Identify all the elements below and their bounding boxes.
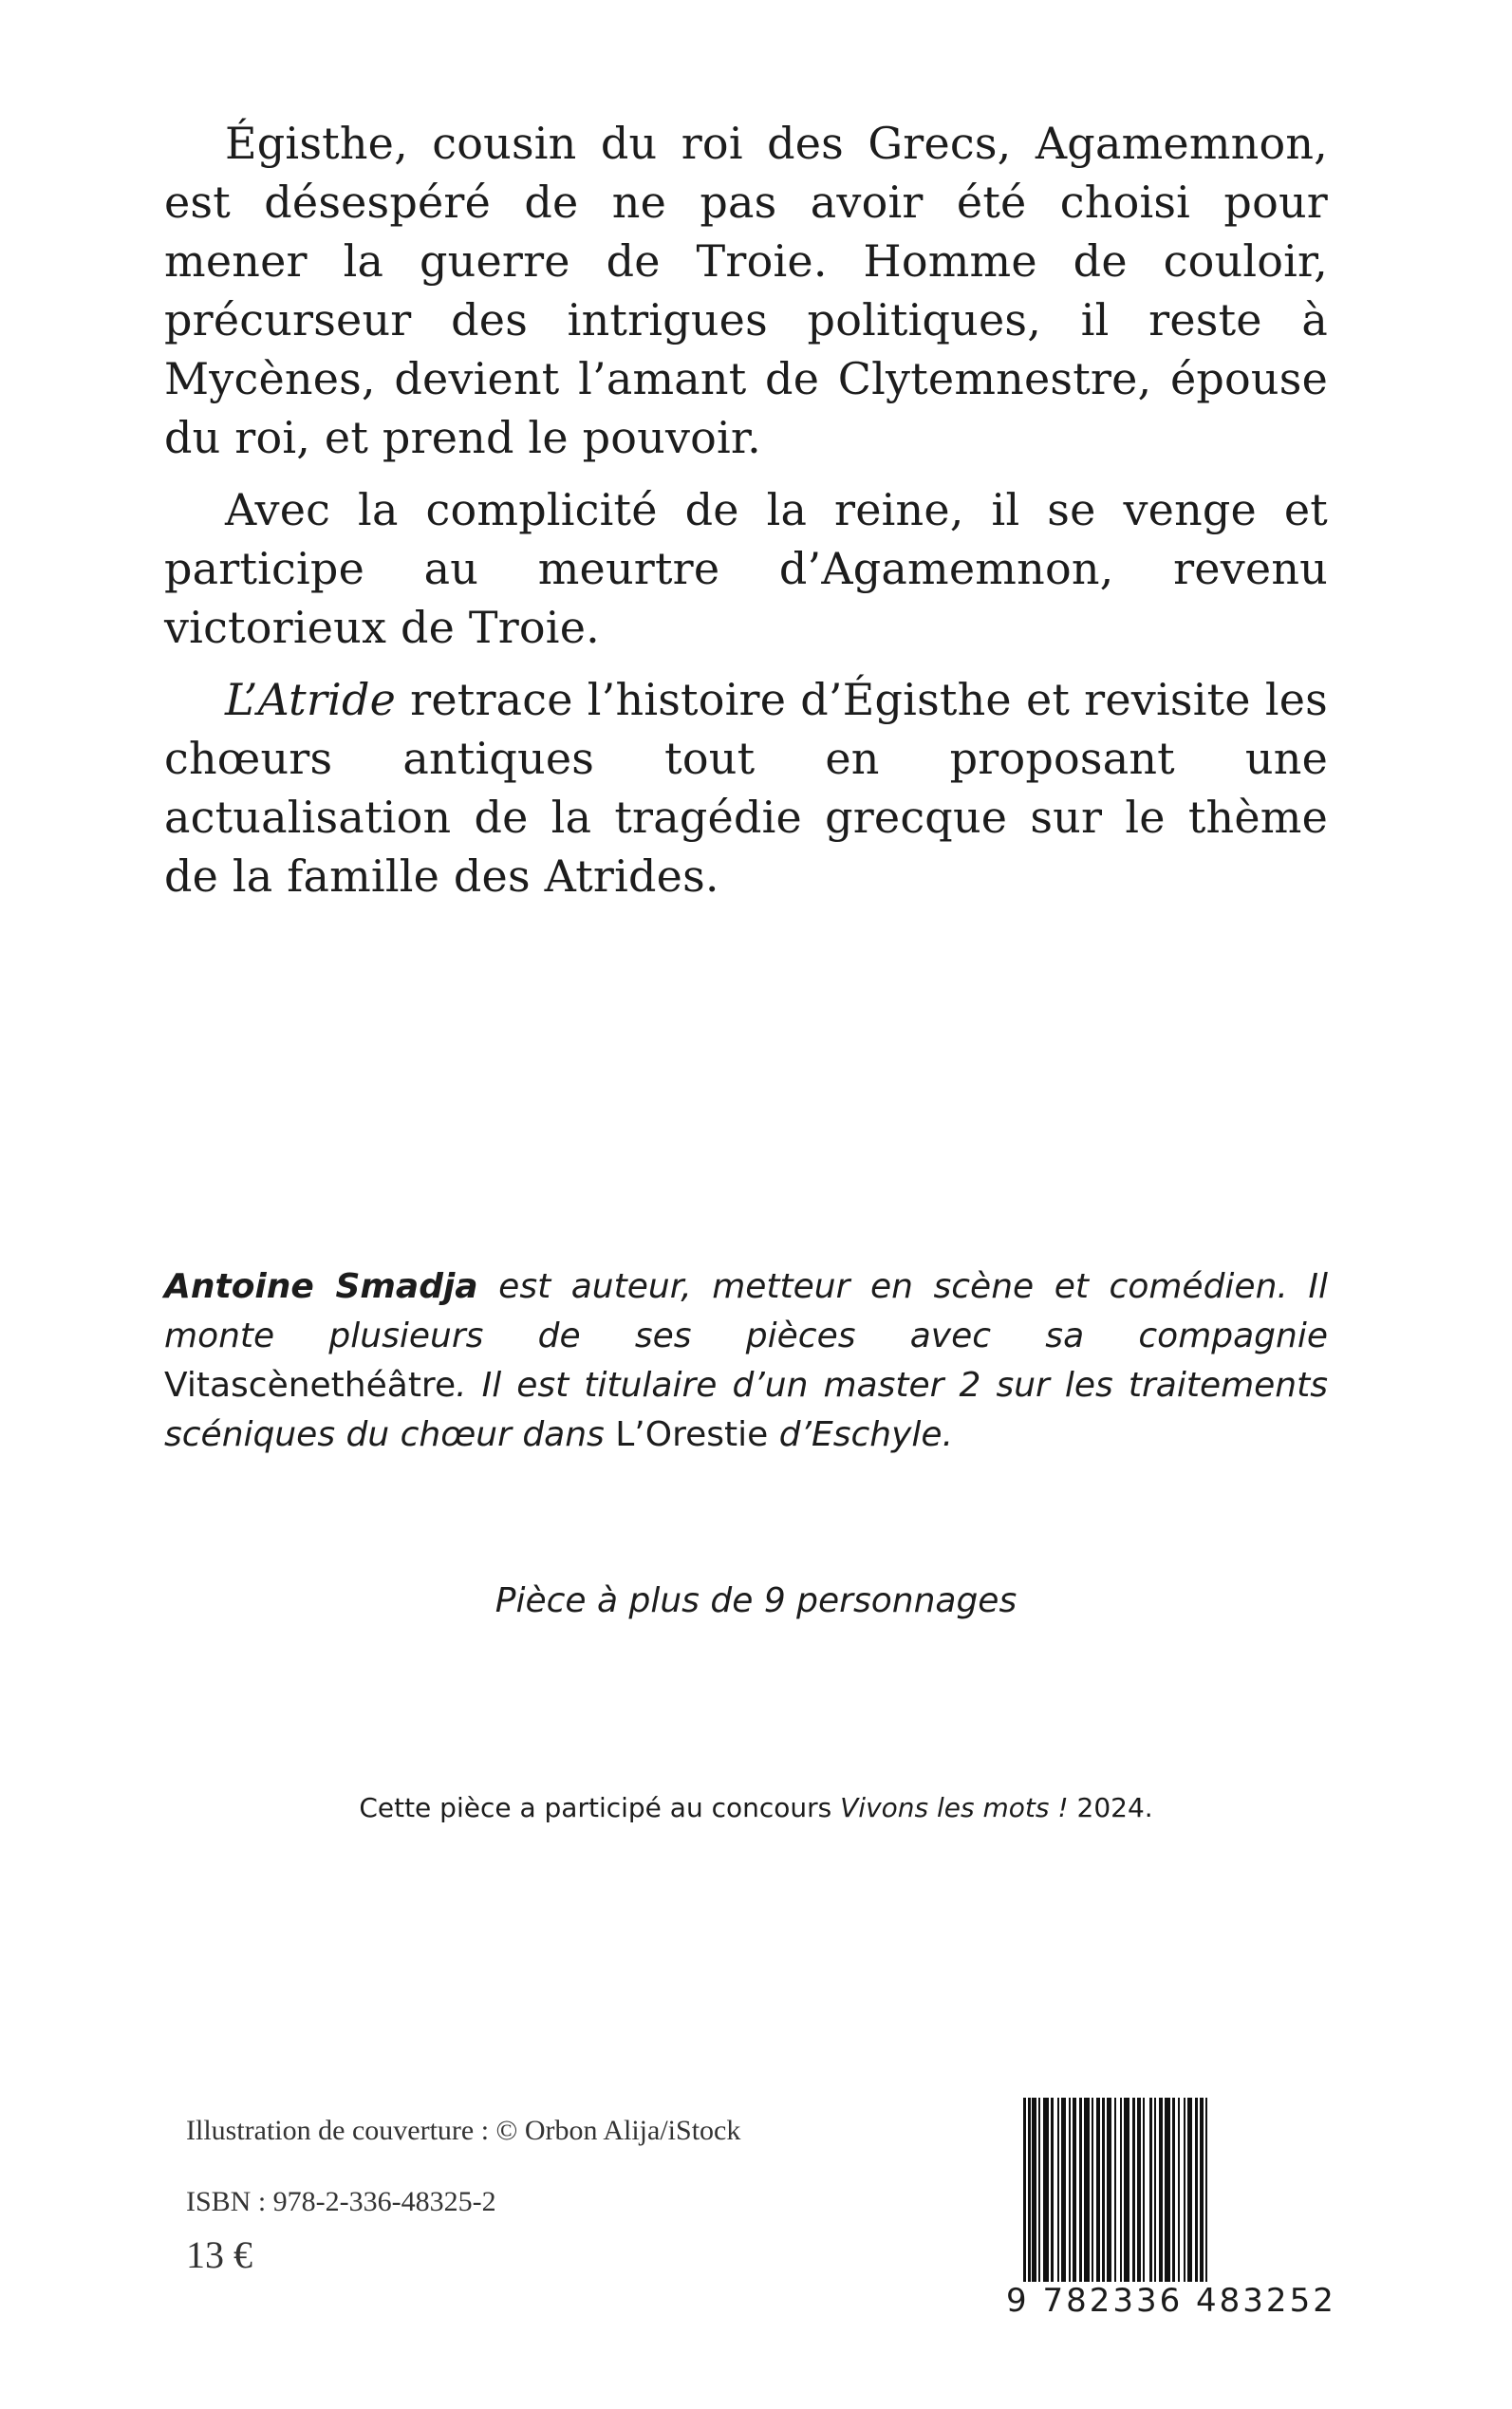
cast-note: Pièce à plus de 9 personnages	[495, 1581, 1017, 1620]
contest-suffix: 2024.	[1068, 1792, 1153, 1823]
barcode-digits: 9 782336 483252	[1006, 2282, 1338, 2320]
synopsis-paragraph-2: Avec la complicité de la reine, il se venge et participe au meurtre d’Agamemnon, revenu victorieux de Troie.	[164, 484, 1328, 653]
author-bio	[164, 1262, 1328, 1460]
contest-note	[0, 1789, 1512, 1827]
author-bio-text-1: est auteur, metteur en scène et comédien. Il monte plusieurs de ses pièces avec sa compagnie	[164, 1267, 1329, 1355]
barcode-bars	[1017, 2098, 1327, 2306]
synopsis-paragraph-3-text: retrace l’histoire d’Égisthe et revisite les chœurs antiques tout en proposant une actualisation de la tragédie grecque sur le thème de la famille des Atrides.	[164, 674, 1328, 902]
company-name: Vitascènethéâtre	[164, 1366, 457, 1405]
synopsis-paragraph-3	[164, 670, 1328, 906]
isbn: ISBN : 978-2-336-48325-2	[186, 2186, 496, 2217]
author-name: Antoine Smadja	[164, 1267, 478, 1306]
price: 13 €	[186, 2233, 252, 2276]
book-title: L’Atride	[225, 674, 397, 725]
illustration-credit: Illustration de couverture : © Orbon Alija/iStock	[186, 2115, 741, 2146]
barcode	[1017, 2098, 1327, 2306]
synopsis	[164, 114, 1328, 919]
synopsis-paragraph-1: Égisthe, cousin du roi des Grecs, Agamemnon, est désespéré de ne pas avoir été choisi pour mener la guerre de Troie. Homme de couloir, précurseur des intrigues politiques, il reste à Mycènes, devient l’amant de Clytemnestre, épouse du roi, et prend le pouvoir.	[164, 118, 1328, 463]
author-bio-text-2: . Il est titulaire d’un master 2 sur les traitements scéniques du chœur dans	[164, 1366, 1328, 1454]
work-title: L’Orestie	[615, 1415, 769, 1454]
contest-name: Vivons les mots !	[840, 1792, 1069, 1823]
contest-prefix: Cette pièce a participé au concours	[359, 1792, 841, 1823]
author-bio-text-3: d’Eschyle.	[768, 1415, 954, 1454]
